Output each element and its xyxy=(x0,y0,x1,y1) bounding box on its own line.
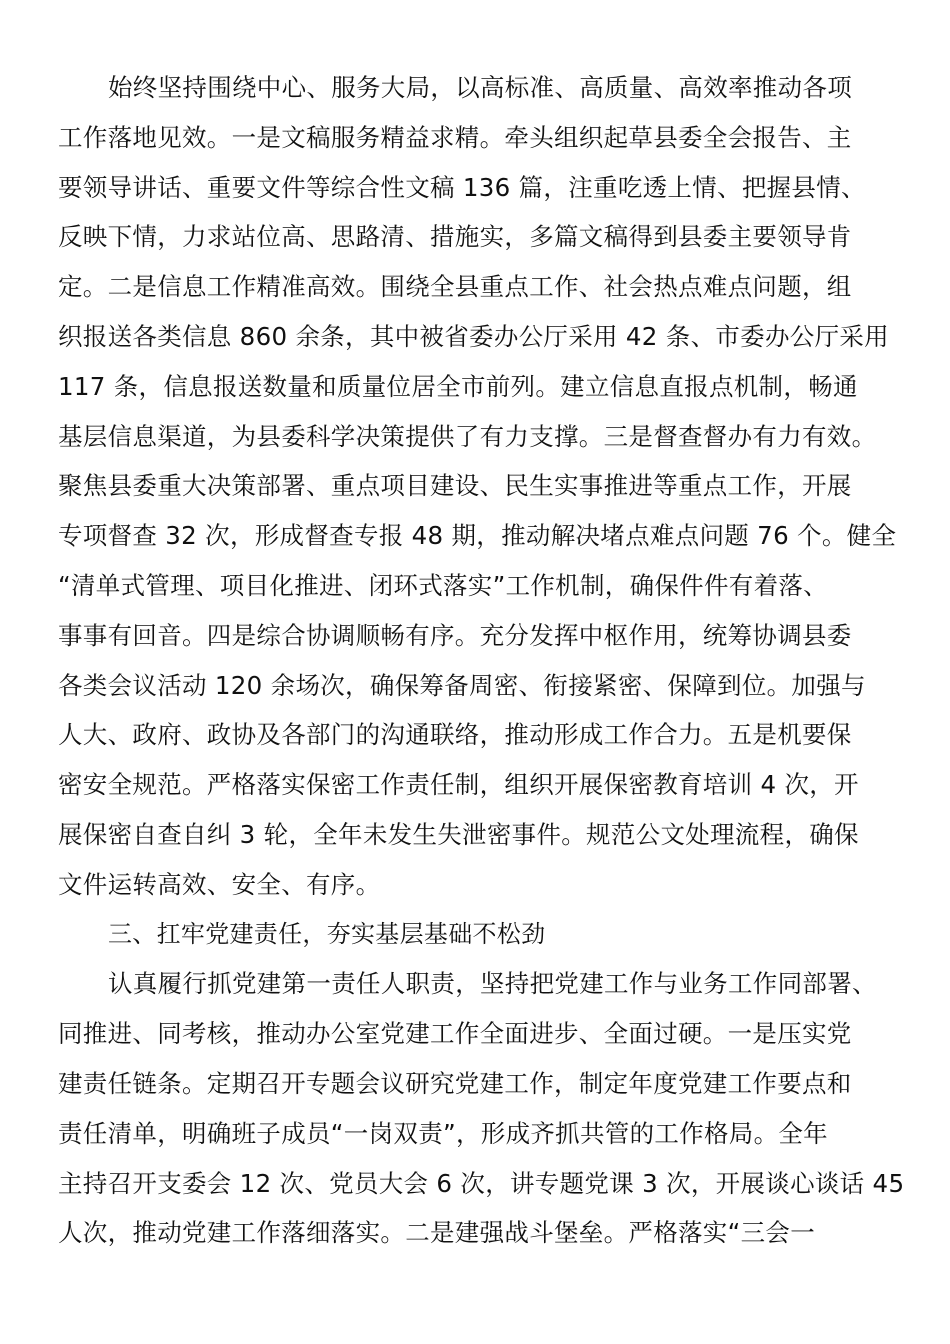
document-body xyxy=(58,63,905,1258)
text-line: 要领导讲话、重要文件等综合性文稿 136 篇，注重吃透上情、把握县情、 xyxy=(58,172,866,202)
text-line: 人次，推动党建工作落细落实。二是建强战斗堡垒。严格落实“三会一 xyxy=(58,1218,815,1248)
text-line: 工作落地见效。一是文稿服务精益求精。牵头组织起草县委全会报告、主 xyxy=(58,122,852,152)
text-line: 117 条，信息报送数量和质量位居全市前列。建立信息直报点机制，畅通 xyxy=(58,371,858,401)
section-heading xyxy=(58,910,890,960)
text-line: 始终坚持围绕中心、服务大局，以高标准、高质量、高效率推动各项 xyxy=(108,73,852,102)
text-line: “清单式管理、项目化推进、闭环式落实”工作机制，确保件件有着落、 xyxy=(58,570,828,600)
text-line: 各类会议活动 120 余场次，确保筹备周密、衔接紧密、保障到位。加强与 xyxy=(58,670,866,700)
text-line: 反映下情，力求站位高、思路清、措施实，多篇文稿得到县委主要领导肯 xyxy=(58,222,852,252)
text-line: 责任清单，明确班子成员“一岗双责”，形成齐抓共管的工作格局。全年 xyxy=(58,1118,828,1148)
text-line: 事事有回音。四是综合协调顺畅有序。充分发挥中枢作用，统筹协调县委 xyxy=(58,620,852,650)
text-line: 聚焦县委重大决策部署、重点项目建设、民生实事推进等重点工作，开展 xyxy=(58,471,852,501)
text-line: 主持召开支委会 12 次、党员大会 6 次，讲专题党课 3 次，开展谈心谈话 45 xyxy=(58,1168,905,1198)
text-line: 人大、政府、政协及各部门的沟通联络，推动形成工作合力。五是机要保 xyxy=(58,720,852,750)
paragraph-office-services xyxy=(58,63,897,910)
text-line: 织报送各类信息 860 余条，其中被省委办公厅采用 42 条、市委办公厅采用 xyxy=(58,321,889,351)
text-line: 认真履行抓党建第一责任人职责，坚持把党建工作与业务工作同部署、 xyxy=(108,969,877,999)
text-line: 密安全规范。严格落实保密工作责任制，组织开展保密教育培训 4 次，开 xyxy=(58,770,859,800)
text-line: 定。二是信息工作精准高效。围绕全县重点工作、社会热点难点问题，组 xyxy=(58,272,852,302)
text-line: 展保密自查自纠 3 轮，全年未发生失泄密事件。规范公文处理流程，确保 xyxy=(58,819,859,849)
paragraph-party-building xyxy=(58,959,905,1258)
text-line: 文件运转高效、安全、有序。 xyxy=(58,869,381,899)
text-line: 专项督查 32 次，形成督查专报 48 期，推动解决堵点难点问题 76 个。健全 xyxy=(58,521,897,551)
text-line: 同推进、同考核，推动办公室党建工作全面进步、全面过硬。一是压实党 xyxy=(58,1019,852,1049)
text-line: 建责任链条。定期召开专题会议研究党建工作，制定年度党建工作要点和 xyxy=(58,1068,852,1098)
text-line: 基层信息渠道，为县委科学决策提供了有力支撑。三是督查督办有力有效。 xyxy=(58,421,877,451)
section-heading-text: 三、扛牢党建责任，夯实基层基础不松劲 xyxy=(108,919,546,948)
